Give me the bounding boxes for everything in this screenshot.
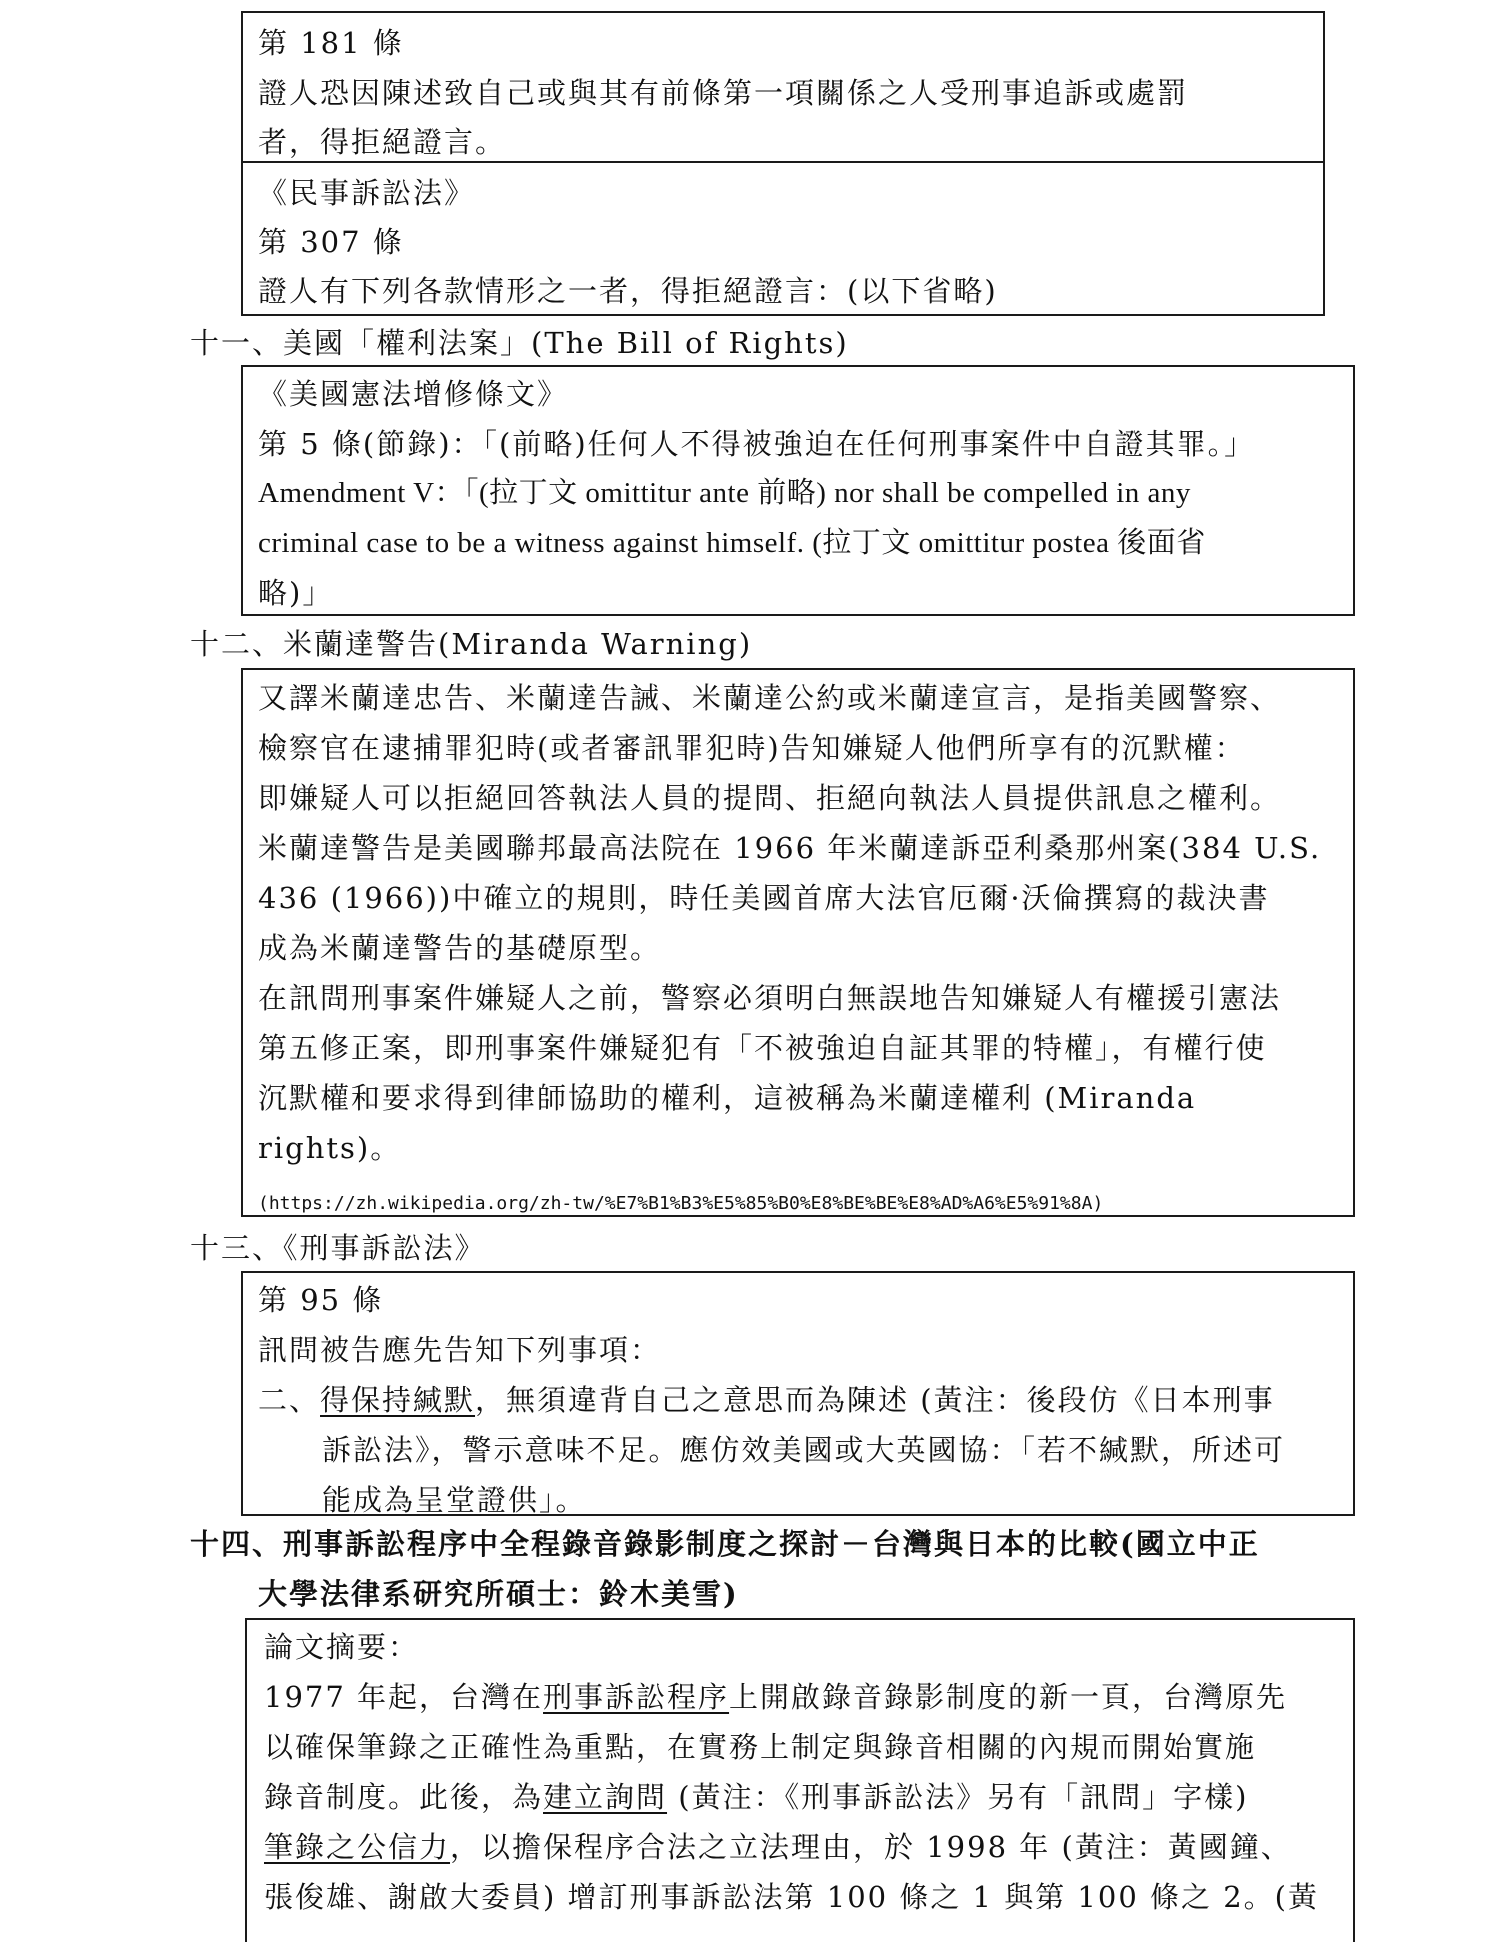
miranda-text-line: 第五修正案，即刑事案件嫌疑犯有「不被強迫自証其罪的特權」，有權行使: [258, 1031, 1267, 1065]
article-95-text: 訊問被告應先告知下列事項：: [258, 1333, 662, 1367]
section-14-heading-cont: 大學法律系研究所碩士：鈴木美雪): [258, 1577, 739, 1611]
abstract-text: (黃注：《刑事訴訟法》另有「訊問」字樣): [667, 1780, 1249, 1814]
article-307-text: 證人有下列各款情形之一者，得拒絕證言：(以下省略): [258, 274, 998, 308]
abstract-title: 論文摘要：: [264, 1630, 420, 1664]
section-11-heading: 十一、美國「權利法案」(The Bill of Rights): [190, 326, 849, 360]
abstract-text: ，以擔保程序合法之立法理由，於 1998 年 (黃注：黃國鐘、: [450, 1830, 1292, 1864]
abstract-text-line: [264, 1828, 1292, 1866]
abstract-text: 上開啟錄音錄影制度的新一頁，台灣原先: [729, 1680, 1288, 1714]
underlined-phrase: 得保持緘默: [320, 1383, 476, 1417]
miranda-text-line: 436 (1966))中確立的規則，時任美國首席大法官厄爾·沃倫撰寫的裁決書: [258, 881, 1270, 915]
miranda-text-line: 米蘭達警告是美國聯邦最高法院在 1966 年米蘭達訴亞利桑那州案(384 U.S.: [258, 831, 1322, 865]
article-95-item-2: [258, 1381, 1275, 1419]
miranda-text-line: 在訊問刑事案件嫌疑人之前，警察必須明白無誤地告知嫌疑人有權援引憲法: [258, 981, 1282, 1015]
miranda-text-line: 成為米蘭達警告的基礎原型。: [258, 931, 662, 965]
article-181-title: 第 181 條: [258, 26, 404, 60]
article-95-item-2-cont: 能成為呈堂證供」。: [322, 1483, 587, 1517]
amendment-text-line: 略)」: [258, 576, 334, 610]
amendment-text-line: Amendment V：「(拉丁文 omittitur ante 前略) nor shall be compelled in any: [258, 477, 1191, 509]
abstract-text-line: 以確保筆錄之正確性為重點，在實務上制定與錄音相關的內規而開始實施: [264, 1730, 1257, 1764]
article-95-title: 第 95 條: [258, 1283, 384, 1317]
miranda-text-line: rights)。: [258, 1131, 402, 1165]
wikipedia-source-url: (https://zh.wikipedia.org/zh-tw/%E7%B1%B3%E5%85%B0%E8%BE%BE%E8%AD%A6%E5%91%8A): [258, 1193, 1104, 1214]
abstract-text: 1977 年起，台灣在: [264, 1680, 544, 1714]
underlined-phrase: 建立詢問: [543, 1780, 668, 1814]
item-text: ，無須違背自己之意思而為陳述 (黃注：後段仿《日本刑事: [475, 1383, 1275, 1417]
section-12-heading: 十二、米蘭達警告(Miranda Warning): [190, 627, 753, 661]
miranda-text-line: 即嫌疑人可以拒絕回答執法人員的提問、拒絕向執法人員提供訊息之權利。: [258, 781, 1282, 815]
abstract-text: 錄音制度。此後，為: [264, 1780, 544, 1814]
article-181-text-line: 證人恐因陳述致自己或與其有前條第一項關係之人受刑事追訴或處罰: [258, 76, 1189, 110]
constitution-amendments-title: 《美國憲法增修條文》: [258, 377, 569, 411]
abstract-text-line: [264, 1678, 1287, 1716]
underlined-phrase: 刑事訴訟程序: [543, 1680, 730, 1714]
abstract-text-line: [264, 1778, 1248, 1816]
article-95-item-2-cont: 訴訟法》，警示意味不足。應仿效美國或大英國協：「若不緘默，所述可: [322, 1433, 1286, 1467]
amendment-text-line: 第 5 條(節錄)：「(前略)任何人不得被強迫在任何刑事案件中自證其罪。」: [258, 427, 1256, 461]
item-number: 二、: [258, 1383, 321, 1417]
amendment-text-line: criminal case to be a witness against himself. (拉丁文 omittitur postea 後面省: [258, 527, 1206, 559]
article-181-text-line: 者，得拒絕證言。: [258, 125, 507, 159]
box-divider: [241, 161, 1325, 163]
abstract-text-line: 張俊雄、謝啟大委員) 增訂刑事訴訟法第 100 條之 1 與第 100 條之 2。(黃: [264, 1880, 1319, 1914]
miranda-text-line: 沉默權和要求得到律師協助的權利，這被稱為米蘭達權利 (Miranda: [258, 1081, 1197, 1115]
section-14-heading: 十四、刑事訴訟程序中全程錄音錄影制度之探討－台灣與日本的比較(國立中正: [190, 1527, 1260, 1561]
civil-procedure-title: 《民事訴訟法》: [258, 176, 476, 210]
miranda-text-line: 又譯米蘭達忠告、米蘭達告誡、米蘭達公約或米蘭達宣言，是指美國警察、: [258, 681, 1282, 715]
underlined-phrase: 筆錄之公信力: [264, 1830, 451, 1864]
miranda-text-line: 檢察官在逮捕罪犯時(或者審訊罪犯時)告知嫌疑人他們所享有的沉默權：: [258, 731, 1246, 765]
section-13-heading: 十三、《刑事訴訟法》: [190, 1231, 486, 1265]
article-307-title: 第 307 條: [258, 225, 404, 259]
